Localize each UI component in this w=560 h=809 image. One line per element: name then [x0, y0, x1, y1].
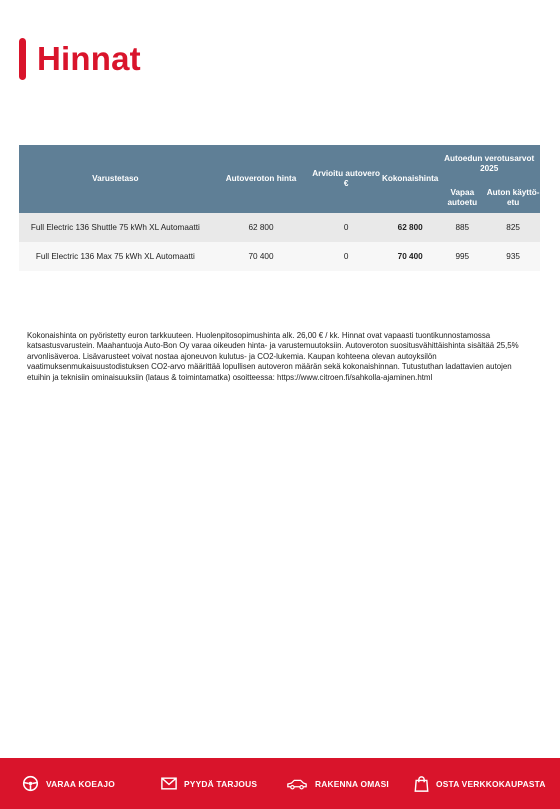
page-title: Hinnat [37, 40, 141, 77]
steering-wheel-icon [22, 775, 39, 792]
price-disclaimer: Kokonaishinta on pyöristetty euron tarkkuuteen. Huolenpitosopimushinta alk. 26,00 € / kk. Hinnat ovat vapaasti tuontikunnostamossa katsastusvarustein. Maahantuoja Auto-Bon Oy varaa oikeuden hinta- ja varustemuutoksiin. Autoveroton suositusvähittäishinta sisältää 25,5% arvonlisäveroa. Lisävarusteet voivat nostaa ajoneuvon kulutus- ja CO2-lukemia. Kaupan kohteena olevan autoyksilön vaatimuksenmukaisuustodistuksen CO2-arvo määrittää lopullisen autoveron määrän sekä kokonaishinnan. Tutustuthan ladattavien autojen etuihin ja teknisiin ominaisuuksiin (lataus & toimintamatka) osoitteessa: https://www.citroen.fi/sahkolla-ajaminen.html [27, 331, 519, 382]
header-total: Kokonaishinta [382, 145, 438, 213]
cell-price-ex-tax: 70 400 [212, 242, 311, 271]
header-tax-group: Autoedun verotusarvot 2025 [438, 145, 540, 182]
header-trim: Varustetaso [19, 145, 212, 213]
shopping-bag-icon [414, 776, 429, 792]
request-offer-label: PYYDÄ TARJOUS [184, 778, 258, 789]
car-icon [286, 778, 308, 790]
table-row [19, 242, 540, 271]
footer-bar [0, 758, 560, 809]
header-free-benefit: Vapaa autoetu [438, 182, 486, 213]
build-your-own-link[interactable] [286, 758, 389, 809]
header-price-ex-tax: Autoveroton hinta [212, 145, 311, 213]
cell-estimated-tax: 0 [310, 213, 382, 242]
cell-estimated-tax: 0 [310, 242, 382, 271]
cell-total: 70 400 [382, 242, 438, 271]
cell-price-ex-tax: 62 800 [212, 213, 311, 242]
cell-free-benefit: 995 [438, 242, 486, 271]
cell-usage-benefit: 825 [486, 213, 540, 242]
online-store-label: OSTA VERKKOKAUPASTA [436, 778, 546, 789]
request-offer-link[interactable] [161, 758, 257, 809]
build-your-own-label: RAKENNA OMASI [315, 778, 389, 789]
price-table [19, 145, 540, 271]
test-drive-link[interactable] [22, 758, 115, 809]
page-header [19, 38, 141, 80]
online-store-link[interactable] [414, 758, 546, 809]
envelope-icon [161, 777, 177, 790]
header-estimated-tax: Arvioitu autovero € [310, 145, 382, 213]
table-row [19, 213, 540, 242]
cell-total: 62 800 [382, 213, 438, 242]
header-usage-benefit: Auton käyttö-etu [486, 182, 540, 213]
test-drive-label: VARAA KOEAJO [46, 778, 115, 789]
cell-trim: Full Electric 136 Shuttle 75 kWh XL Automaatti [19, 213, 212, 242]
title-accent-bar [19, 38, 26, 80]
cell-trim: Full Electric 136 Max 75 kWh XL Automaatti [19, 242, 212, 271]
cell-free-benefit: 885 [438, 213, 486, 242]
cell-usage-benefit: 935 [486, 242, 540, 271]
